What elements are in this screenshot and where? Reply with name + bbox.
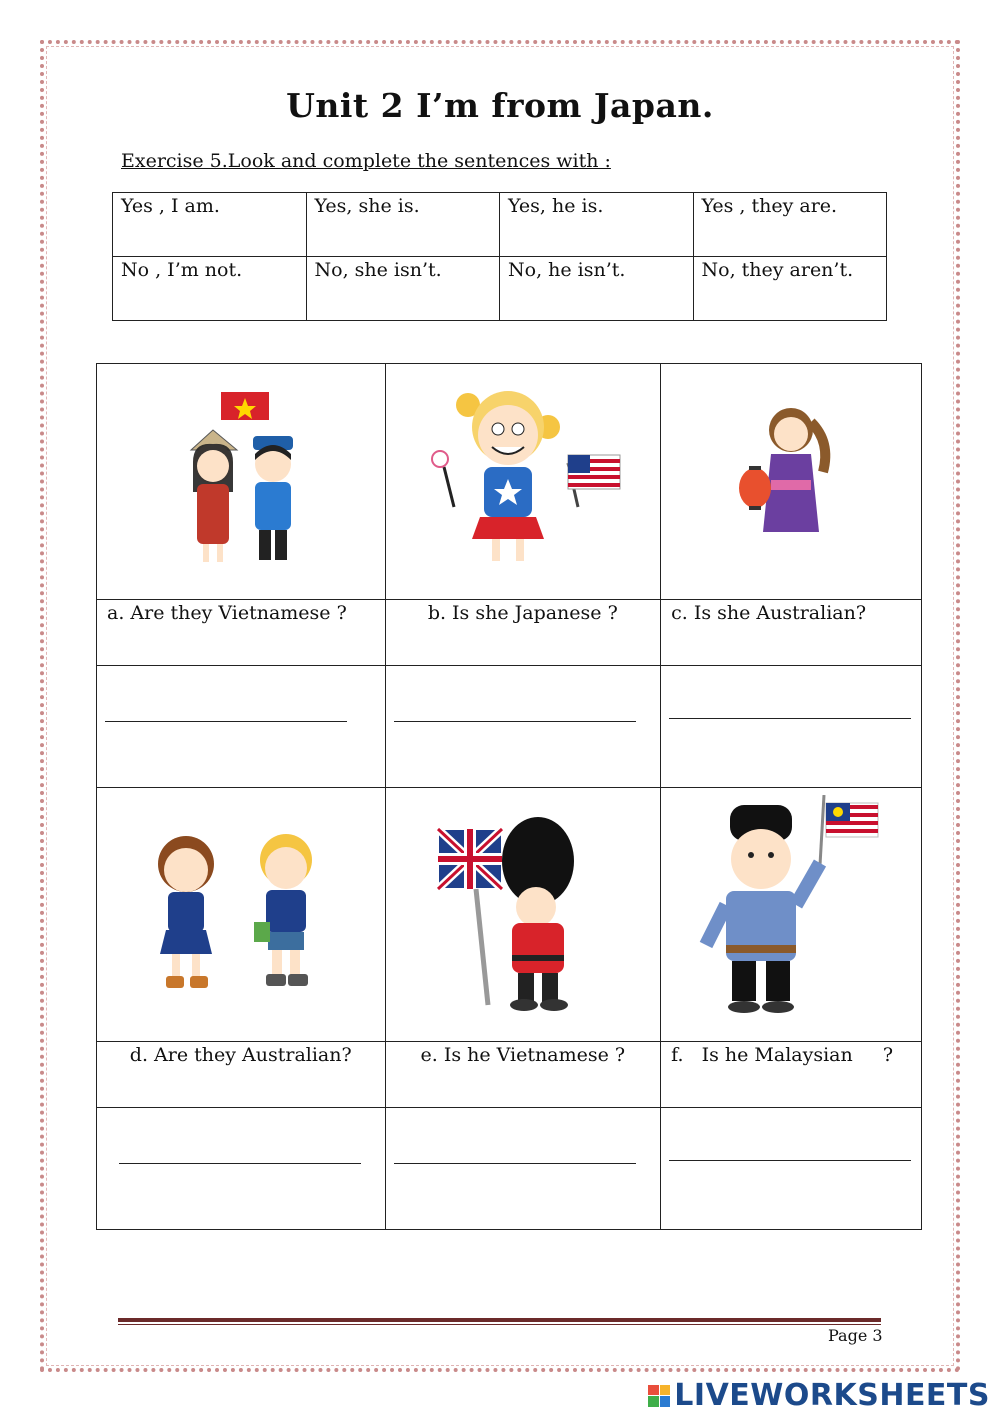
question-a: a. Are they Vietnamese ? bbox=[97, 600, 386, 666]
answer-blank-d[interactable] bbox=[97, 1108, 386, 1230]
picture-cell bbox=[97, 788, 386, 1042]
answer-option: Yes, she is. bbox=[306, 193, 500, 257]
picture-cell bbox=[97, 364, 386, 600]
brand-name: LIVEWORKSHEETS bbox=[674, 1378, 990, 1413]
answer-blank-b[interactable] bbox=[385, 666, 661, 788]
picture-cell bbox=[661, 788, 922, 1042]
worksheet-title: Unit 2 I’m from Japan. bbox=[286, 86, 714, 125]
picture-cell bbox=[385, 788, 661, 1042]
american-girl-with-flag-picture bbox=[418, 387, 628, 577]
british-guard-with-flag-picture bbox=[428, 815, 618, 1015]
question-grid bbox=[96, 363, 922, 1230]
footer-rule-thin bbox=[118, 1324, 881, 1325]
japanese-girl-kimono-picture bbox=[731, 402, 851, 562]
picture-cell bbox=[385, 364, 661, 600]
malaysian-boy-with-flag-picture bbox=[696, 795, 886, 1035]
answer-options-table bbox=[112, 192, 887, 321]
answer-option: Yes , they are. bbox=[693, 193, 887, 257]
answer-blank-a[interactable] bbox=[97, 666, 386, 788]
question-b: b. Is she Japanese ? bbox=[385, 600, 661, 666]
australian-kids-picture bbox=[136, 830, 346, 1000]
answer-option: No, she isn’t. bbox=[306, 257, 500, 321]
answer-blank-c[interactable] bbox=[661, 666, 922, 788]
liveworksheets-logo bbox=[648, 1378, 990, 1413]
answer-option: No, he isn’t. bbox=[500, 257, 694, 321]
answer-option: Yes , I am. bbox=[113, 193, 307, 257]
liveworksheets-icon bbox=[648, 1385, 670, 1407]
page-number: Page 3 bbox=[828, 1326, 883, 1345]
question-c: c. Is she Australian? bbox=[661, 600, 922, 666]
question-f: f. Is he Malaysian ? bbox=[661, 1042, 922, 1108]
vietnamese-couple-picture bbox=[161, 392, 321, 572]
question-d: d. Are they Australian? bbox=[97, 1042, 386, 1108]
answer-option: Yes, he is. bbox=[500, 193, 694, 257]
answer-option: No, they aren’t. bbox=[693, 257, 887, 321]
answer-blank-f[interactable] bbox=[661, 1108, 922, 1230]
answer-option: No , I’m not. bbox=[113, 257, 307, 321]
answer-blank-e[interactable] bbox=[385, 1108, 661, 1230]
question-e: e. Is he Vietnamese ? bbox=[385, 1042, 661, 1108]
exercise-instruction: Exercise 5.Look and complete the sentences with : bbox=[121, 150, 611, 172]
footer-rule bbox=[118, 1318, 881, 1322]
picture-cell bbox=[661, 364, 922, 600]
